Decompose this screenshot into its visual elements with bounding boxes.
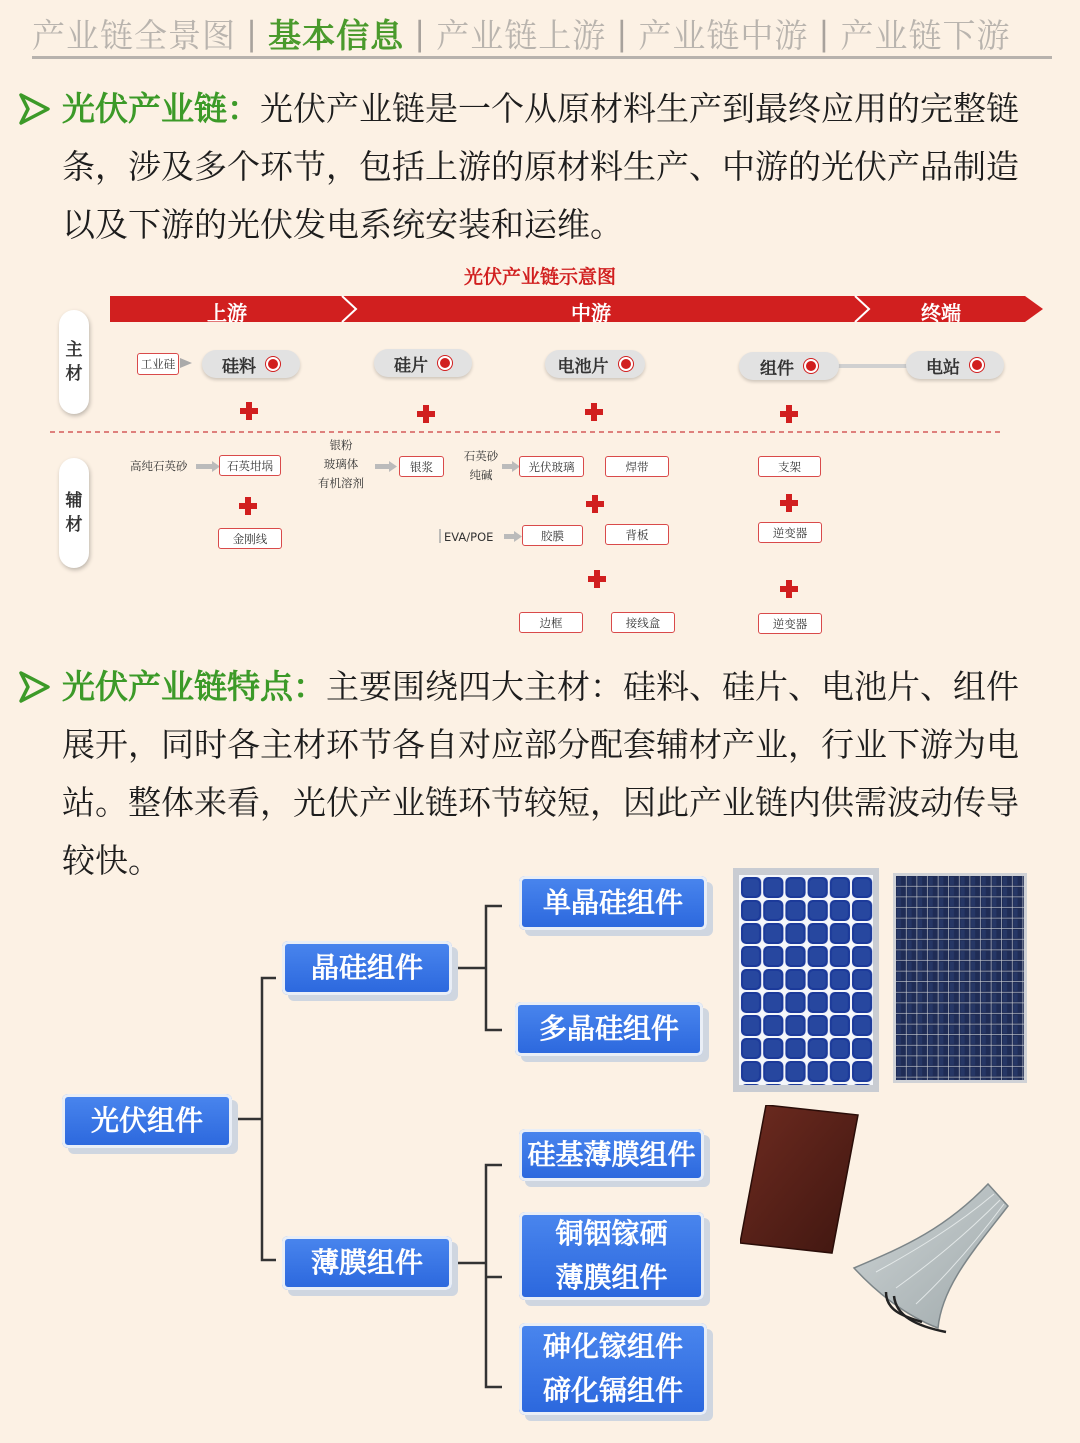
arrow-bullet-icon bbox=[18, 92, 52, 126]
tree-label-line: 砷化镓组件 bbox=[542, 1330, 683, 1363]
aux-eva: EVA/POE bbox=[444, 530, 494, 544]
tab-separator: | bbox=[616, 13, 629, 53]
label-char: 辅 bbox=[65, 491, 83, 511]
tab-upstream[interactable]: 产业链上游 bbox=[436, 15, 607, 55]
node-dot-icon bbox=[619, 357, 633, 371]
tree-mono-module: 单晶硅组件 bbox=[519, 876, 707, 930]
thin-film-panel-image bbox=[740, 1105, 860, 1255]
features-heading: 光伏产业链特点： bbox=[62, 667, 326, 706]
aux-junction-box: 接线盒 bbox=[611, 612, 675, 633]
plus-icon bbox=[239, 497, 257, 515]
input-label: 银粉 bbox=[329, 438, 353, 452]
label-char: 材 bbox=[65, 364, 83, 384]
aux-inverter: 逆变器 bbox=[758, 613, 822, 634]
node-dot-icon bbox=[438, 356, 452, 370]
node-wafer bbox=[374, 349, 472, 377]
aux-ribbon: 焊带 bbox=[605, 456, 669, 477]
node-dot-icon bbox=[266, 357, 280, 371]
plus-icon bbox=[780, 580, 798, 598]
stage-terminal: 终端 bbox=[921, 301, 961, 325]
aux-film: 胶膜 bbox=[522, 525, 583, 546]
intro-paragraph bbox=[62, 80, 1047, 254]
plus-icon bbox=[588, 570, 606, 588]
label-char: 主 bbox=[65, 340, 83, 360]
tab-separator: | bbox=[246, 13, 259, 53]
aux-inverter: 逆变器 bbox=[758, 522, 822, 543]
raw-material-box: 工业硅 bbox=[137, 353, 179, 375]
poly-panel-image bbox=[893, 873, 1027, 1083]
tab-panorama[interactable]: 产业链全景图 bbox=[32, 15, 236, 55]
tree-label-line: 薄膜组件 bbox=[555, 1261, 668, 1294]
plus-icon bbox=[586, 495, 604, 513]
plus-icon bbox=[780, 494, 798, 512]
aux-diamond-wire: 金刚线 bbox=[218, 528, 282, 549]
tab-basic-info[interactable]: 基本信息 bbox=[268, 15, 405, 55]
node-label: 电站 bbox=[926, 357, 960, 378]
arrow-bullet-icon bbox=[18, 670, 52, 704]
tree-poly-module: 多晶硅组件 bbox=[515, 1002, 703, 1056]
node-label: 硅料 bbox=[222, 356, 256, 377]
aux-pv-glass: 光伏玻璃 bbox=[519, 456, 584, 477]
tree-crystalline-module: 晶硅组件 bbox=[282, 941, 452, 995]
stage-arrow-bar bbox=[0, 290, 1080, 326]
tree-cigs-module bbox=[519, 1212, 704, 1300]
plus-icon bbox=[417, 405, 435, 423]
stage-midstream: 中游 bbox=[571, 301, 611, 325]
aux-crucible: 石英坩埚 bbox=[219, 455, 281, 476]
aux-paste-inputs bbox=[310, 436, 372, 493]
node-label: 硅片 bbox=[394, 355, 428, 376]
flexible-panel-image bbox=[846, 1176, 1016, 1344]
node-dot-icon bbox=[970, 358, 984, 372]
tab-downstream[interactable]: 产业链下游 bbox=[840, 15, 1011, 55]
input-label: 有机溶剂 bbox=[318, 476, 364, 490]
tree-gaas-cdte-module bbox=[519, 1323, 707, 1415]
plus-icon bbox=[585, 403, 603, 421]
aux-silver-paste: 银浆 bbox=[399, 456, 444, 477]
input-label: 玻璃体 bbox=[323, 457, 359, 471]
aux-hp-quartz: 高纯石英砂 bbox=[130, 459, 188, 473]
node-module bbox=[739, 352, 839, 380]
aux-bracket: 支架 bbox=[758, 456, 821, 477]
input-label: 石英砂 bbox=[463, 449, 499, 463]
diagram-connectors bbox=[0, 340, 1080, 640]
node-cell bbox=[545, 350, 645, 378]
tree-label-line: 碲化镉组件 bbox=[542, 1374, 683, 1407]
aux-frame: 边框 bbox=[519, 612, 583, 633]
tree-thin-film-module: 薄膜组件 bbox=[282, 1236, 452, 1290]
tab-midstream[interactable]: 产业链中游 bbox=[638, 15, 809, 55]
tab-separator: | bbox=[414, 13, 427, 53]
label-char: 材 bbox=[65, 515, 83, 535]
aux-backsheet: 背板 bbox=[605, 524, 669, 545]
intro-body: 光伏产业链是一个从原材料生产到最终应用的完整链条，涉及多个环节，包括上游的原材料生产、中游的光伏产品制造以及下游的光伏发电系统安装和运维。 bbox=[62, 89, 1019, 244]
node-label: 组件 bbox=[760, 358, 794, 379]
plus-icon bbox=[780, 405, 798, 423]
tree-label-line: 铜铟镓硒 bbox=[555, 1217, 668, 1250]
node-label: 电池片 bbox=[557, 356, 609, 377]
node-polysilicon bbox=[202, 350, 300, 378]
mono-panel-image bbox=[733, 868, 879, 1092]
tab-separator: | bbox=[818, 13, 831, 53]
features-paragraph bbox=[62, 658, 1047, 890]
stage-upstream: 上游 bbox=[207, 301, 247, 325]
node-power-station bbox=[906, 351, 1004, 379]
tab-bar bbox=[32, 8, 1052, 58]
tab-underline bbox=[32, 56, 1052, 59]
tree-si-thin-film-module: 硅基薄膜组件 bbox=[519, 1129, 704, 1181]
input-label: 纯碱 bbox=[469, 468, 493, 482]
diagram-title: 光伏产业链示意图 bbox=[463, 266, 616, 288]
aux-glass-inputs bbox=[458, 447, 504, 485]
tree-root-pv-module: 光伏组件 bbox=[62, 1094, 232, 1148]
plus-icon bbox=[240, 402, 258, 420]
features-body: 主要围绕四大主材：硅料、硅片、电池片、组件展开，同时各主材环节各自对应部分配套辅材产业，行业下游为电站。整体来看，光伏产业链环节较短，因此产业链内供需波动传导较快。 bbox=[62, 667, 1019, 880]
node-dot-icon bbox=[804, 359, 818, 373]
intro-heading: 光伏产业链： bbox=[62, 89, 260, 128]
